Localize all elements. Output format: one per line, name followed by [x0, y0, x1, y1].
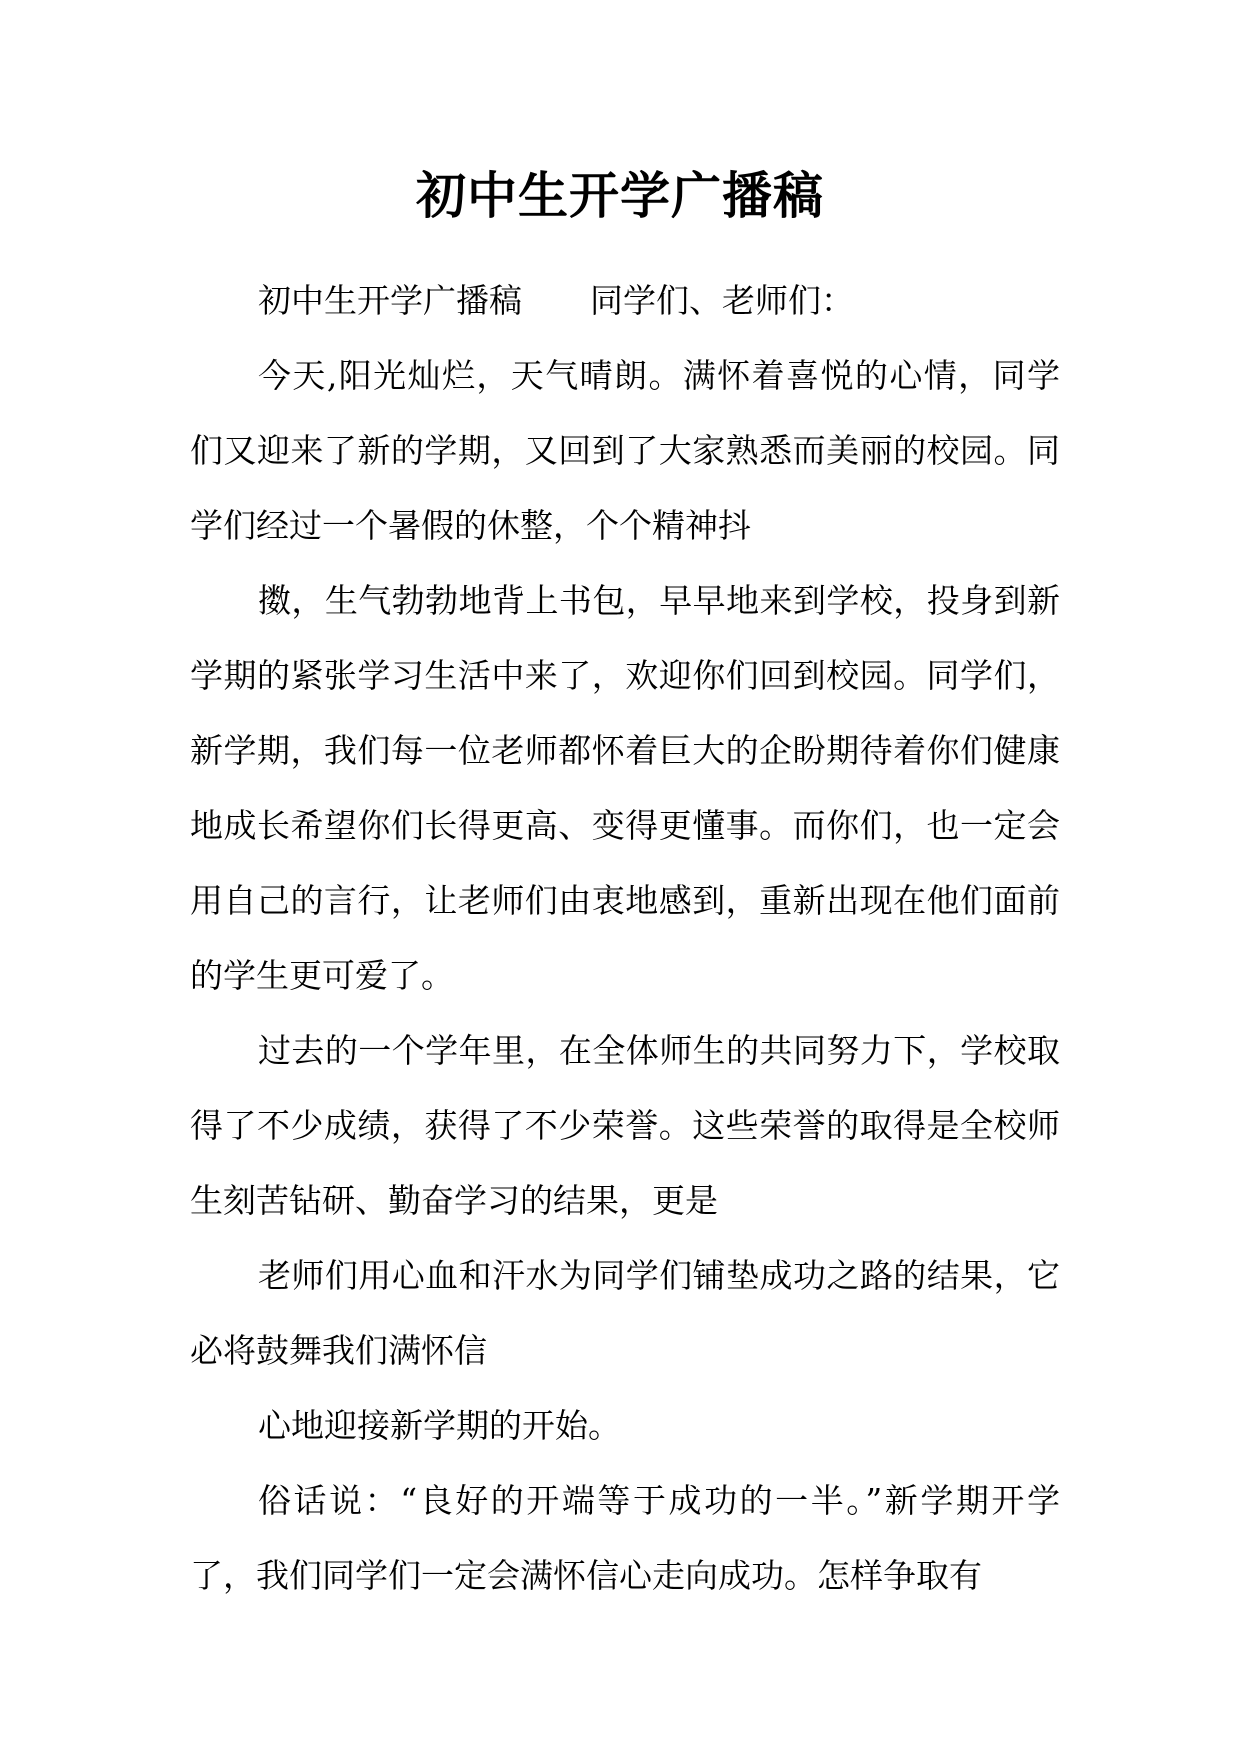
opening-line	[190, 263, 1060, 338]
paragraph-2: 擞，生气勃勃地背上书包，早早地来到学校，投身到新学期的紧张学习生活中来了，欢迎你们回到校园。同学们，新学期，我们每一位老师都怀着巨大的企盼期待着你们健康地成长希望你们长得更高、变得更懂事。而你们，也一定会用自己的言行，让老师们由衷地感到，重新出现在他们面前的学生更可爱了。	[190, 581, 1060, 995]
paragraph-6: 俗话说：“良好的开端等于成功的一半。”新学期开学了，我们同学们一定会满怀信心走向成功。怎样争取有	[190, 1481, 1060, 1595]
opening-greeting: 同学们、老师们：	[590, 281, 854, 320]
opening-heading: 初中生开学广播稿	[258, 281, 522, 320]
paragraph-5: 心地迎接新学期的开始。	[258, 1406, 621, 1445]
document-title: 初中生开学广播稿	[416, 166, 824, 225]
document-body	[190, 263, 1060, 1613]
paragraph-3: 过去的一个学年里，在全体师生的共同努力下，学校取得了不少成绩，获得了不少荣誉。这些荣誉的取得是全校师生刻苦钻研、勤奋学习的结果，更是	[190, 1031, 1060, 1220]
paragraph-4: 老师们用心血和汗水为同学们铺垫成功之路的结果，它必将鼓舞我们满怀信	[190, 1256, 1060, 1370]
paragraph-1: 今天,阳光灿烂，天气晴朗。满怀着喜悦的心情，同学们又迎来了新的学期，又回到了大家熟悉而美丽的校园。同学们经过一个暑假的休整，个个精神抖	[190, 356, 1060, 545]
